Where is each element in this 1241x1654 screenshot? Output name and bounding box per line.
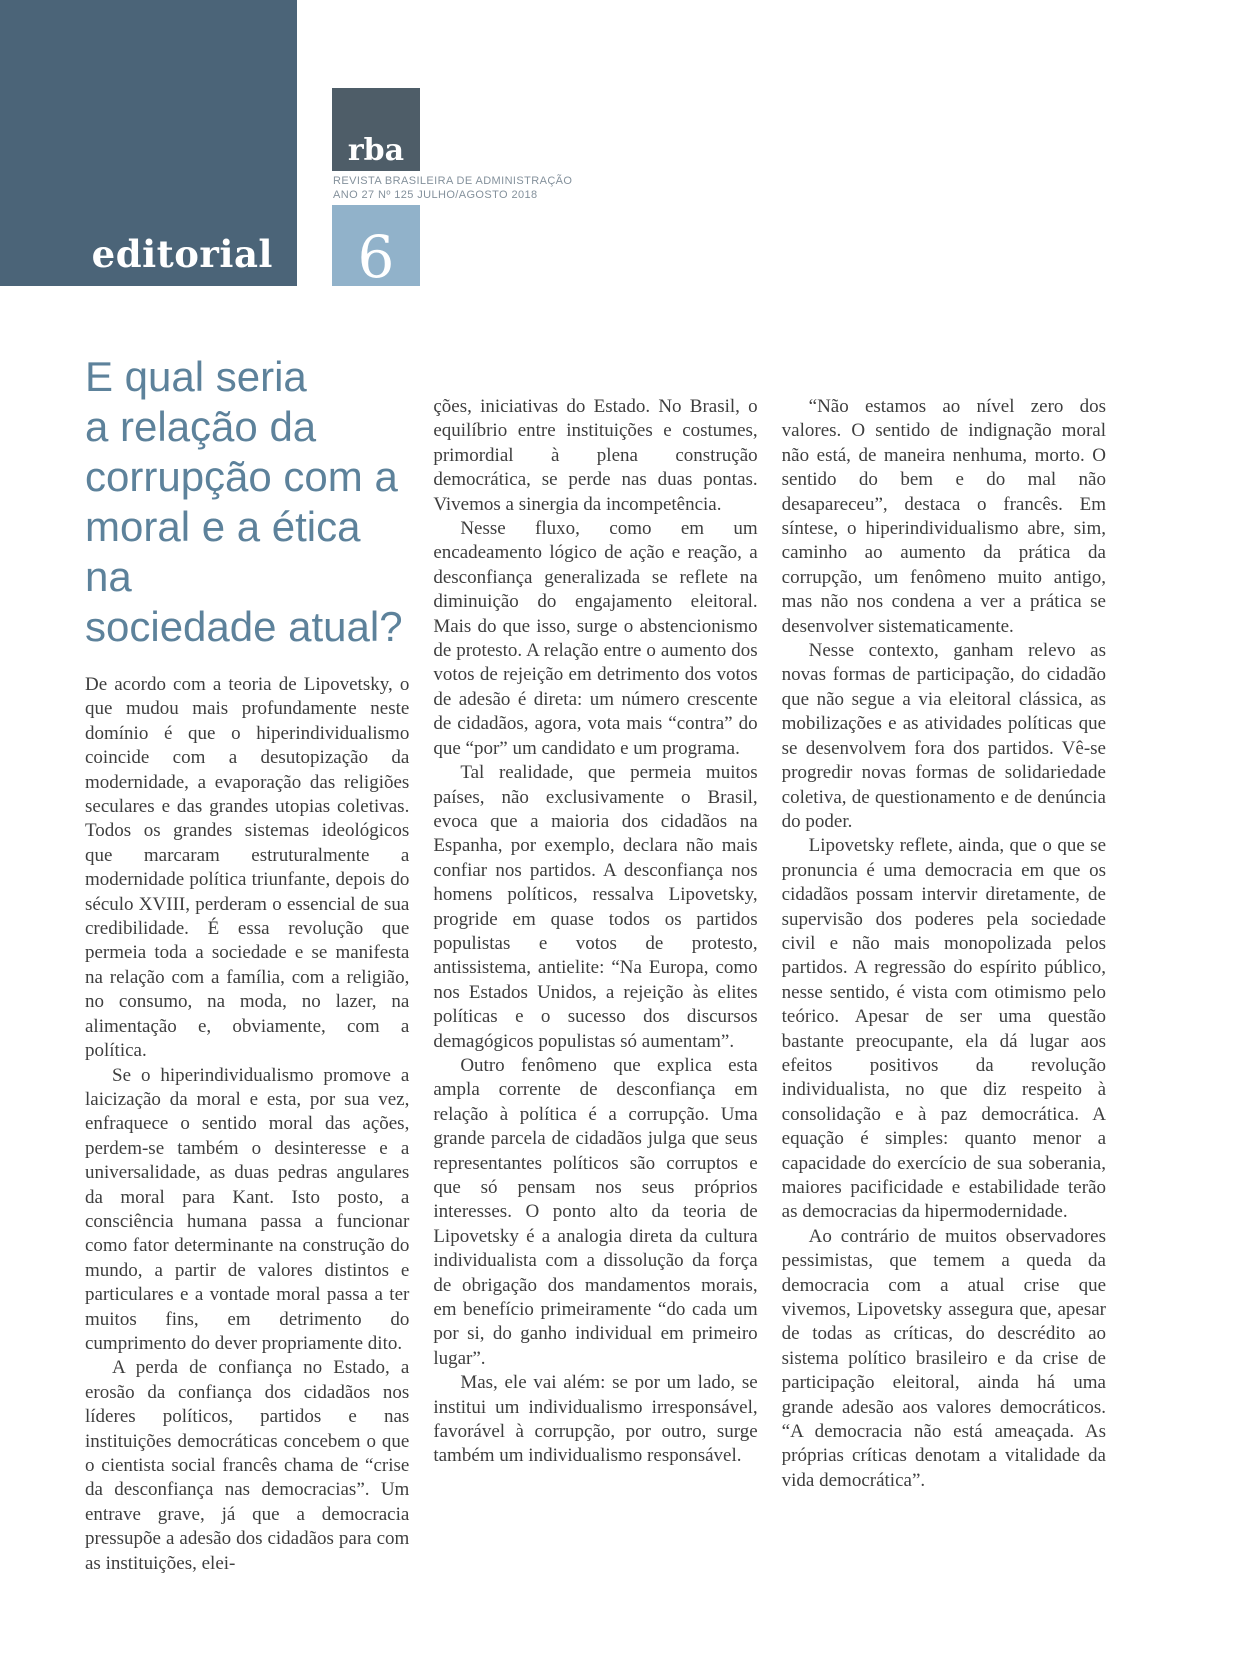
paragraph: Outro fenômeno que explica esta ampla corrente de desconfiança em relação à política é a corrupção. Uma grande parcela de cidadãos julga que seus representantes políticos são corruptos e que só pensam nos seus próprios interesses. O ponto alto da teoria de Lipovetsky é a analogia direta da cultura individualista com a dissolução da força de obrigação dos mandamentos morais, em benefício primeiramente “do cada um por si, do ganho individual em primeiro lugar”. — [433, 1054, 758, 1369]
paragraph: Nesse contexto, ganham relevo as novas formas de participação, do cidadão que não segue a via eleitoral clássica, as mobilizações e as atividades políticas que se desenvolvem fora dos partidos. Vê-se progredir novas formas de solidariedade coletiva, de questionamento e de denúncia do poder. — [781, 640, 1106, 832]
masthead — [333, 175, 572, 202]
paragraph: Se o hiperindividualismo promove a laicização da moral e esta, por sua vez, enfraquece o sentido moral das ações, perdem-se também o desinteresse e a universalidade, as duas pedras angulares da moral para Kant. Isto posto, a consciência humana passa a funcionar como fator determinante na construção do mundo, a partir de valores distintos e particulares e a vontade moral passa a ter muitos fins, em detrimento do cumprimento do dever propriamente dito. — [85, 1064, 410, 1354]
text-column — [782, 352, 1106, 1576]
paragraph: Lipovetsky reflete, ainda, que o que se pronuncia é uma democracia em que os cidadãos possam intervir diretamente, de supervisão dos poderes pela sociedade civil e não mais monopolizada pelos partidos. A regressão do espírito público, nesse sentido, é vista com otimismo pelo teórico. Apesar de ser uma questão bastante preocupante, ela dá lugar aos efeitos positivos da revolução individualista, no que diz respeito à consolidação e à paz democrática. A equação é simples: quanto menor a capacidade do exercício de sua soberania, maiores pacificidade e estabilidade terão as democracias da hipermodernidade. — [781, 835, 1106, 1223]
section-banner — [0, 0, 297, 286]
paragraph: De acordo com a teoria de Lipovetsky, o que mudou mais profundamente neste domínio é que o hiperindividualismo coincide com a desutopização da modernidade, a evaporação das religiões seculares e das grandes utopias coletivas. Todos os grandes sistemas ideológicos que marcaram estruturalmente a modernidade política triunfante, depois do século XVIII, perderam o essencial de sua credibilidade. É essa revolução que permeia toda a sociedade e se manifesta na relação com a família, com a religião, no consumo, na moda, no lazer, na alimentação e, obviamente, com a política. — [85, 674, 410, 1062]
title-line: E qual seria — [85, 353, 307, 400]
paragraph: Tal realidade, que permeia muitos países, não exclusivamente o Brasil, evoca que a maioria dos cidadãos na Espanha, por exemplo, declara não mais confiar nos partidos. A desconfiança nos homens políticos, ressalva Lipovetsky, progride em quase todos os partidos populistas e votos de protesto, antissistema, antielite: “Na Europa, como nos Estados Unidos, a rejeição às elites políticas e o sucesso dos discursos demagógicos populistas só aumentam”. — [433, 762, 758, 1052]
rba-logo-text: rba — [347, 133, 405, 168]
rba-logo — [332, 88, 420, 171]
text-column — [85, 352, 409, 1576]
article-body — [85, 352, 1106, 1576]
paragraph: “Não estamos ao nível zero dos valores. O sentido de indignação moral não está, de maneira nenhuma, morto. O sentido do bem e do mal não desapareceu”, destaca o francês. Em síntese, o hiperindividualismo abre, sim, caminho ao aumento da prática da corrupção, um fenômeno muito antigo, mas não nos condena a ver a prática se desenvolver sistematicamente. — [781, 396, 1106, 637]
title-line: sociedade atual? — [85, 603, 403, 650]
article-title — [85, 352, 409, 652]
title-line: corrupção com a — [85, 453, 398, 500]
section-title: editorial — [91, 232, 273, 276]
title-line: a relação da — [85, 403, 317, 450]
paragraph: A perda de confiança no Estado, a erosão da confiança dos cidadãos nos líderes políticos, partidos e nas instituições democráticas concebem o que o cientista social francês chama de “crise da desconfiança nas democracias”. Um entrave grave, já que a democracia pressupõe a adesão dos cidadãos para com as instituições, elei- — [85, 1357, 410, 1574]
journal-name-line: REVISTA BRASILEIRA DE ADMINISTRAÇÃO — [333, 175, 573, 187]
paragraph: Ao contrário de muitos observadores pessimistas, que temem a queda da democracia com a atual crise que vivemos, Lipovetsky assegura que, apesar de todas as críticas, do descrédito ao sistema político brasileiro e da crise de participação eleitoral, ainda há uma grande adesão aos valores democráticos. “A democracia não está ameaçada. As próprias críticas denotam a vitalidade da vida democrática”. — [781, 1225, 1106, 1491]
paragraph: ções, iniciativas do Estado. No Brasil, o equilíbrio entre instituições e costumes, primordial à plena construção democrática, se perde nas duas pontas. Vivemos a sinergia da incompetência. — [433, 396, 758, 515]
paragraph: Nesse fluxo, como em um encadeamento lógico de ação e reação, a desconfiança generalizada se reflete na diminuição do engajamento eleitoral. Mais do que isso, surge o abstencionismo de protesto. A relação entre o aumento dos votos de rejeição em detrimento dos votos de adesão é direta: um número crescente de cidadãos, agora, vota mais “contra” do que “por” um candidato e um programa. — [433, 518, 758, 759]
text-column — [433, 352, 757, 1576]
page-number-badge — [332, 205, 420, 292]
issue-line: ANO 27 Nº 125 JULHO/AGOSTO 2018 — [333, 188, 538, 201]
page-number: 6 — [357, 223, 395, 292]
paragraph: Mas, ele vai além: se por um lado, se institui um individualismo irresponsável, favorável à corrupção, por outro, surge também um individualismo responsável. — [433, 1372, 758, 1467]
title-line: moral e a ética na — [85, 503, 361, 600]
